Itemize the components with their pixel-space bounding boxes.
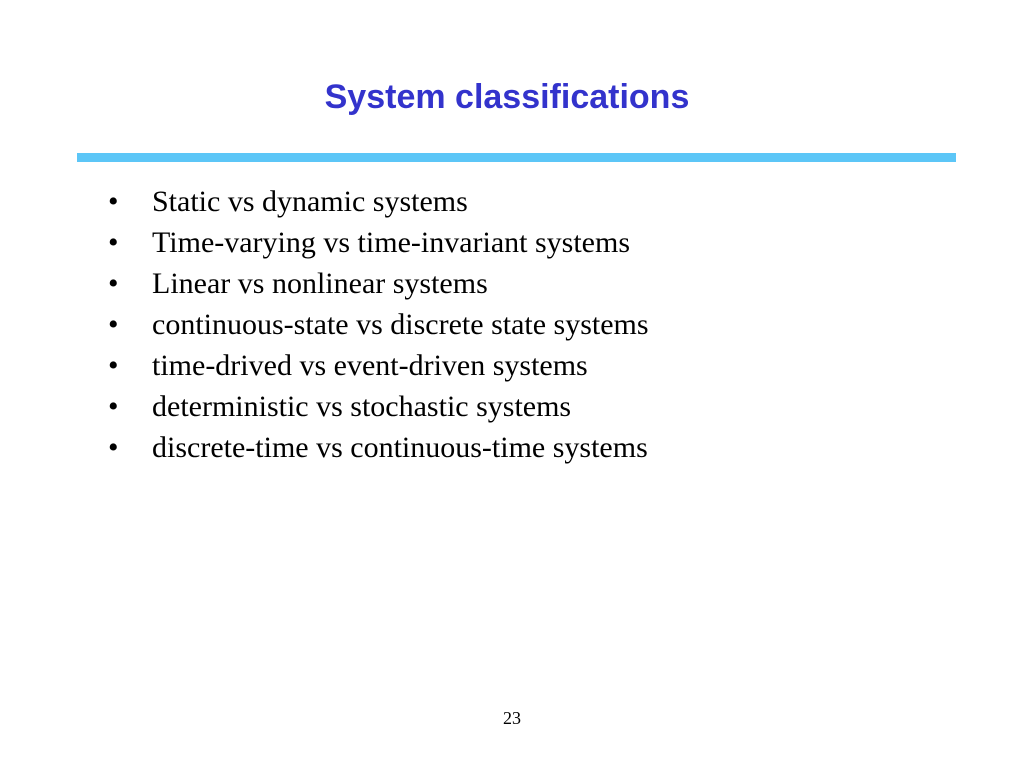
bullet-item (108, 304, 988, 345)
bullet-text: Time-varying vs time-invariant systems (152, 226, 631, 259)
bullet-item (108, 386, 988, 427)
bullet-marker: • (108, 267, 119, 300)
bullet-marker: • (108, 390, 119, 423)
bullet-marker: • (108, 349, 119, 382)
bullet-marker: • (108, 185, 119, 218)
bullet-item (108, 181, 988, 222)
bullet-item (108, 345, 988, 386)
bullet-marker: • (108, 431, 119, 464)
title-divider (77, 153, 956, 162)
bullet-text: Static vs dynamic systems (152, 185, 468, 218)
page-number: 23 (503, 708, 521, 728)
bullet-list (108, 181, 988, 468)
bullet-item (108, 427, 988, 468)
bullet-marker: • (108, 226, 119, 259)
bullet-text: continuous-state vs discrete state systems (152, 308, 649, 341)
bullet-item (108, 222, 988, 263)
bullet-text: discrete-time vs continuous-time systems (152, 431, 648, 464)
slide-title: System classifications (324, 78, 690, 116)
bullet-text: Linear vs nonlinear systems (152, 267, 488, 300)
bullet-marker: • (108, 308, 119, 341)
bullet-item (108, 263, 988, 304)
bullet-text: deterministic vs stochastic systems (152, 390, 572, 423)
bullet-text: time-drived vs event-driven systems (152, 349, 588, 382)
